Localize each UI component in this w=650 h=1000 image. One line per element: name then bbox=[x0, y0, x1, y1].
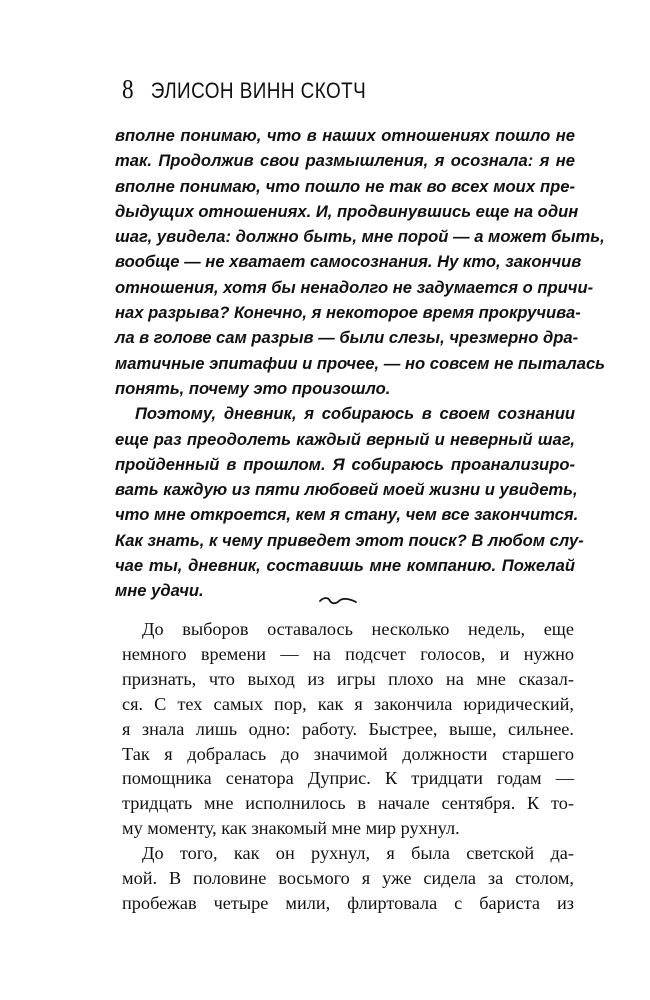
narrative-text bbox=[122, 617, 574, 916]
text-line: нах разрыва? Конечно, я некоторое время прокручива- bbox=[115, 303, 581, 323]
text-line: чае ты, дневник, составишь мне компанию. Пожелай bbox=[115, 556, 575, 576]
text-line: так. Продолжив свои размышления, я осознала: я не bbox=[115, 151, 575, 171]
text-line: пробежав четыре мили, флиртовала с бариста из bbox=[122, 892, 574, 913]
text-line: еще раз преодолеть каждый верный и неверный шаг, bbox=[115, 429, 575, 449]
page-number: 8 bbox=[122, 74, 134, 104]
text-line: я знала лишь одно: работу. Быстрее, выше, сильнее. bbox=[122, 718, 574, 739]
text-line: ся. С тех самых пор, как я закончила юридический, bbox=[122, 693, 574, 714]
text-line: До выборов оставалось несколько недель, еще bbox=[142, 619, 574, 639]
narrative-paragraph-2 bbox=[122, 841, 574, 916]
narrative-paragraph-1 bbox=[122, 617, 574, 841]
text-line: тридцать мне исполнилось в начале сентября. К то- bbox=[122, 793, 574, 814]
text-line: матичные эпитафии и прочее, — но совсем не пыталась bbox=[115, 353, 606, 373]
text-line: му моменту, как знакомый мне мир рухнул. bbox=[122, 818, 460, 839]
text-line: мой. В половине восьмого я уже сидела за столом, bbox=[122, 868, 574, 889]
text-line: понять, почему это произошло. bbox=[115, 378, 391, 398]
text-line: вообще — не хватает самосознания. Ну кто, закончив bbox=[115, 252, 582, 272]
text-line: До того, как он рухнул, я была светской да- bbox=[142, 843, 574, 864]
running-header bbox=[122, 74, 366, 105]
text-line: ла в голове сам разрыв — были слезы, чрезмерно дра- bbox=[115, 328, 579, 348]
text-line: дыдущих отношениях. И, продвинувшись еще на один bbox=[115, 201, 579, 221]
diary-paragraph-1 bbox=[115, 123, 606, 401]
text-line: что мне откроется, кем я стану, чем все закончится. bbox=[115, 505, 579, 525]
text-line: немного времени — на подсчет голосов, и нужно bbox=[122, 643, 574, 664]
text-line: Как знать, к чему приведет этот поиск? В любом слу- bbox=[115, 530, 584, 550]
swash-divider-icon bbox=[318, 594, 358, 608]
text-line: Поэтому, дневник, я собираюсь в своем сознании bbox=[135, 404, 575, 424]
text-line: признать, что выход из игры плохо на мне сказал- bbox=[122, 668, 574, 689]
text-line: вать каждую из пяти любовей моей жизни и увидеть, bbox=[115, 480, 578, 500]
text-line: помощника сенатора Дуприс. К тридцати годам — bbox=[122, 768, 574, 789]
running-head-author: ЭЛИСОН ВИНН СКОТЧ bbox=[150, 78, 367, 103]
text-line: вполне понимаю, что пошло не так во всех моих пре- bbox=[115, 176, 575, 196]
text-line: мне удачи. bbox=[115, 581, 204, 601]
diary-entry bbox=[115, 123, 606, 604]
text-line: шаг, увидела: должно быть, мне порой — а может быть, bbox=[115, 227, 605, 247]
diary-paragraph-2 bbox=[115, 401, 584, 603]
text-line: вполне понимаю, что в наших отношениях пошло не bbox=[115, 126, 575, 145]
text-line: пройденный в прошлом. Я собираюсь проанализиро- bbox=[115, 454, 575, 474]
text-line: отношения, хотя бы ненадолго не задумается о причи- bbox=[115, 277, 594, 297]
text-line: Так я добралась до значимой должности старшего bbox=[122, 743, 574, 764]
